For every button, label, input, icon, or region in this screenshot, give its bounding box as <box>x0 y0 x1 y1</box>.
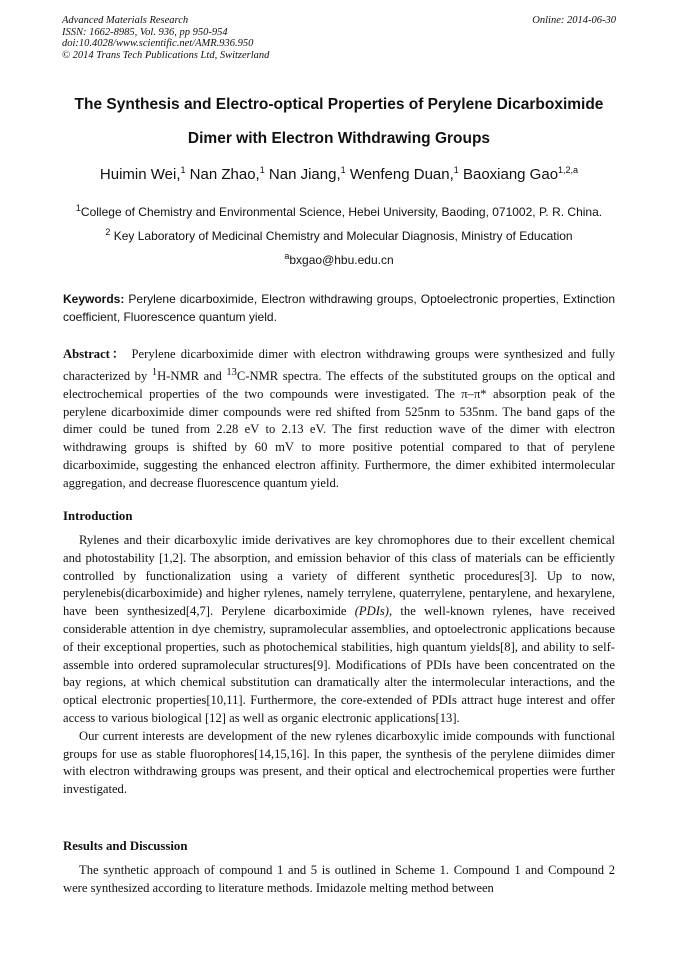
author-list <box>40 165 638 183</box>
email-mark: a <box>284 251 290 261</box>
author-affiliation-mark: 1,2,a <box>558 165 579 175</box>
intro-paragraph-1-text: Rylenes and their dicarboxylic imide derivatives are key chromophores due to their excellent chemical and photostability [1,2]. The absorption, and emission behavior of this class of materials can be efficiently controlled by functionalization using a variety of different synthetic procedures[3]. Up to now, perylenebis(dicarboximide) and higher rylenes, namely terrylene, quaterrylene, pentarylene, and hexarylene, have been synthesized[4,7]. Perylene dicarboximide <box>63 533 615 619</box>
author-name: Wenfeng Duan, <box>349 166 454 183</box>
intro-paragraph-1-text: , the well-known rylenes, have received considerable attention in dye chemistry, supramolecular assemblies, and optoelectronic applications because of their exceptional properties, such as photochemical stabilities, high quantum yields[8], and ability to self-assemble into ordered supramolecular structures[9]. Modifications of PDIs have been concentrated on the bay regions, at which chemical substitution can dramatically alter the intermolecular interactions, and the optical electronic properties[10,11]. Furthermore, the core-extended of PDIs attract huge interest and offer access to various biological [12] as well as organic electronic applications[13]. <box>63 604 615 725</box>
abstract-text: C-NMR spectra. The effects of the substituted groups on the optical and electrochemical properties of the two compounds were investigated. The π–π* absorption peak of the perylene dicarboximide dimer compounds were red shifted from 525nm to 535nm. The band gaps of the dimer could be tuned from 2.28 eV to 2.13 eV. The first reduction wave of the dimer with electron withdrawing groups is shifted by 60 mV to more positive potential compared to that of perylene dicarboximide, suggesting the enhanced electron affinity. Furthermore, the dimer exhibited intermolecular aggregation, and decrease fluorescence quantum yield. <box>63 368 615 490</box>
author-affiliation-mark: 1 <box>259 165 265 175</box>
email-address[interactable]: bxgao@hbu.edu.cn <box>289 253 394 267</box>
intro-paragraph-2: Our current interests are development of the new rylenes dicarboxylic imide compounds with functional groups for use as stable fluorophores[14,15,16]. In this paper, the synthesis of the perylene diimides dimer with electron withdrawing groups was present, and their optical and electrochemical properties were further investigated. <box>63 728 615 797</box>
affiliation-2 <box>40 227 638 243</box>
online-date: Online: 2014-06-30 <box>532 15 616 26</box>
doi-line[interactable]: doi:10.4028/www.scientific.net/AMR.936.950 <box>62 38 254 49</box>
author-affiliation-mark: 1 <box>180 165 186 175</box>
nmr-superscript: 13 <box>226 366 237 378</box>
keywords-text: Perylene dicarboximide, Electron withdrawing groups, Optoelectronic properties, Extinction coefficient, Fluorescence quantum yield. <box>63 292 615 324</box>
author-affiliation-mark: 1 <box>340 165 346 175</box>
affiliation-1-mark: 1 <box>75 203 81 213</box>
issn-line: ISSN: 1662-8985, Vol. 936, pp 950-954 <box>62 26 228 38</box>
title-line-2: Dimer with Electron Withdrawing Groups <box>187 130 491 147</box>
abstract-label: Abstract： <box>63 347 127 361</box>
author-name: Nan Zhao, <box>189 166 260 183</box>
affiliation-1 <box>40 203 638 219</box>
author-name: Huimin Wei, <box>99 166 181 183</box>
author-name: Baoxiang Gao <box>462 166 559 183</box>
abstract <box>63 346 615 493</box>
paper-title <box>40 88 638 156</box>
affiliation-2-mark: 2 <box>105 227 111 237</box>
pdis-italic: (PDIs) <box>354 604 390 619</box>
keywords <box>63 290 615 326</box>
title-line-1: The Synthesis and Electro-optical Properties of Perylene Dicarboximide <box>74 96 604 113</box>
results-paragraph-1: The synthetic approach of compound 1 and 5 is outlined in Scheme 1. Compound 1 and Compound 2 were synthesized according to literature methods. Imidazole melting method between <box>63 863 615 895</box>
corresponding-email <box>40 251 638 267</box>
abstract-text: H-NMR and <box>157 368 227 383</box>
author-name: Nan Jiang, <box>268 166 341 183</box>
introduction-body <box>63 532 615 799</box>
author-affiliation-mark: 1 <box>453 165 459 175</box>
journal-header <box>62 15 616 61</box>
nmr-superscript: 1 <box>151 366 158 378</box>
abstract-text: Perylene dicarboximide dimer with electron withdrawing groups were synthesized and fully characterized by <box>63 347 615 383</box>
keywords-label: Keywords: <box>63 292 125 306</box>
introduction-heading: Introduction <box>63 509 133 523</box>
affiliation-1-text: College of Chemistry and Environmental Science, Hebei University, Baoding, 071002, P. R. China. <box>80 205 603 219</box>
journal-name: Advanced Materials Research <box>62 15 189 26</box>
affiliation-2-text: Key Laboratory of Medicinal Chemistry and Molecular Diagnosis, Ministry of Education <box>110 229 573 243</box>
results-body <box>63 862 615 898</box>
copyright-line: © 2014 Trans Tech Publications Ltd, Switzerland <box>62 49 270 61</box>
intro-paragraph-1 <box>63 532 615 728</box>
results-heading: Results and Discussion <box>63 839 188 853</box>
